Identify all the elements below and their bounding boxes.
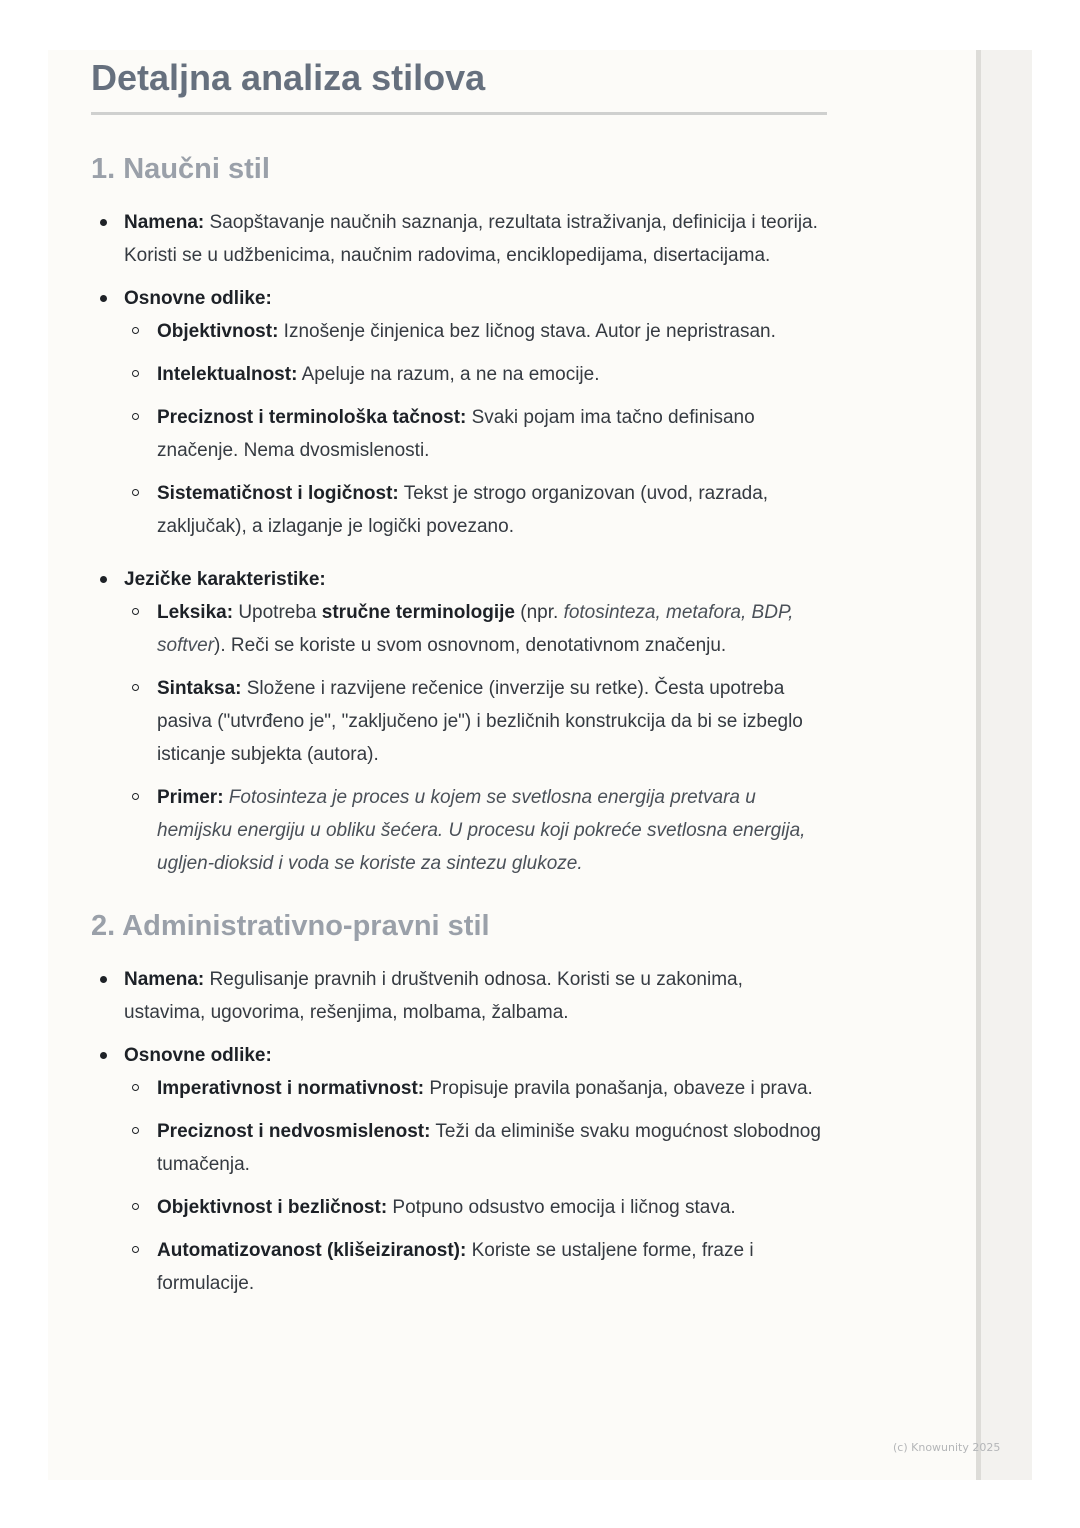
list-item-jezicke-karakteristike (91, 563, 827, 880)
list-item-namena (91, 963, 827, 1029)
sublist-item (124, 401, 827, 467)
item-label: Imperativnost i normativnost: (157, 1078, 425, 1099)
item-label: Sistematičnost i logičnost: (157, 483, 399, 504)
sublist-odlike (124, 1072, 827, 1300)
item-label: Leksika: (157, 602, 234, 623)
section-list-administrativno-pravni (91, 963, 827, 1300)
item-text: Regulisanje pravnih i društvenih odnosa. Koristi se u zakonima, ustavima, ugovorima, rešenjima, molbama, žalbama. (124, 969, 743, 1023)
item-text: (npr. (514, 602, 564, 623)
item-text: Složene i razvijene rečenice (inverzije su retke). Česta upotreba pasiva ("utvrđeno je", "zaključeno je") i bezličnih konstrukcija da bi se izbeglo isticanje subjekta (autora). (157, 678, 803, 765)
section-heading-naucni: 1. Naučni stil (91, 153, 270, 185)
item-text: Svaki pojam ima tačno definisano značenje. Nema dvosmislenosti. (157, 407, 755, 461)
list-item-osnovne-odlike (91, 282, 827, 543)
item-label: Namena: (124, 212, 205, 233)
item-text: Tekst je strogo organizovan (uvod, razrada, zaključak), a izlaganje je logički povezano. (157, 483, 769, 537)
example-text: Fotosinteza je proces u kojem se svetlosna energija pretvara u hemijsku energiju u obliku šećera. U procesu koji pokreće svetlosna energija, ugljen-dioksid i voda se koriste za sintezu glukoze. (157, 787, 806, 874)
sublist-item (124, 315, 827, 348)
sublist-item-sintaksa (124, 672, 827, 771)
list-item-osnovne-odlike (91, 1039, 827, 1300)
sublist-item (124, 1115, 827, 1181)
page-side-strip (976, 50, 1032, 1480)
item-text: Potpuno odsustvo emocija i ličnog stava. (387, 1197, 736, 1218)
sublist-item-primer (124, 781, 827, 880)
sublist-item (124, 1072, 827, 1105)
item-label: Jezičke karakteristike: (124, 569, 326, 590)
sublist-jezicke (124, 596, 827, 880)
item-label: Osnovne odlike: (124, 288, 272, 309)
watermark-text: (c) Knowunity 2025 (893, 1441, 1001, 1454)
item-text: Teži da eliminiše svaku mogućnost slobodnog tumačenja. (157, 1121, 821, 1175)
item-label: Preciznost i nedvosmislenost: (157, 1121, 431, 1142)
item-text: ). Reči se koriste u svom osnovnom, denotativnom značenju. (214, 635, 727, 656)
sublist-item (124, 1191, 827, 1224)
sublist-item (124, 477, 827, 543)
item-label: Preciznost i terminološka tačnost: (157, 407, 467, 428)
item-text: Saopštavanje naučnih saznanja, rezultata istraživanja, definicija i teorija. Koristi se u udžbenicima, naučnim radovima, enciklopedijama, disertacijama. (124, 212, 818, 266)
item-label: Namena: (124, 969, 205, 990)
item-label: Objektivnost i bezličnost: (157, 1197, 388, 1218)
item-text: Propisuje pravila ponašanja, obaveze i prava. (424, 1078, 813, 1099)
list-item-namena (91, 206, 827, 272)
item-text: Koriste se ustaljene forme, fraze i formulacije. (157, 1240, 754, 1294)
item-text: Iznošenje činjenica bez ličnog stava. Autor je nepristrasan. (278, 321, 776, 342)
item-label: Automatizovanost (klišeiziranost): (157, 1240, 467, 1261)
sublist-item (124, 358, 827, 391)
example-terms: fotosinteza, metafora, BDP, softver (157, 602, 794, 656)
emphasis-text: stručne terminologije (321, 602, 515, 623)
item-label: Objektivnost: (157, 321, 279, 342)
sublist-item-leksika (124, 596, 827, 662)
item-text: Apeluje na razum, a ne na emocije. (297, 364, 600, 385)
sublist-odlike (124, 315, 827, 543)
item-label: Sintaksa: (157, 678, 242, 699)
section-list-naucni (91, 206, 827, 880)
section-heading-administrativno-pravni: 2. Administrativno-pravni stil (91, 910, 490, 942)
document-content (91, 50, 827, 1300)
sublist-item (124, 1234, 827, 1300)
item-text: Upotreba (233, 602, 322, 623)
item-label: Primer: (157, 787, 224, 808)
item-label: Intelektualnost: (157, 364, 298, 385)
document-title: Detaljna analiza stilova (91, 50, 827, 115)
item-label: Osnovne odlike: (124, 1045, 272, 1066)
